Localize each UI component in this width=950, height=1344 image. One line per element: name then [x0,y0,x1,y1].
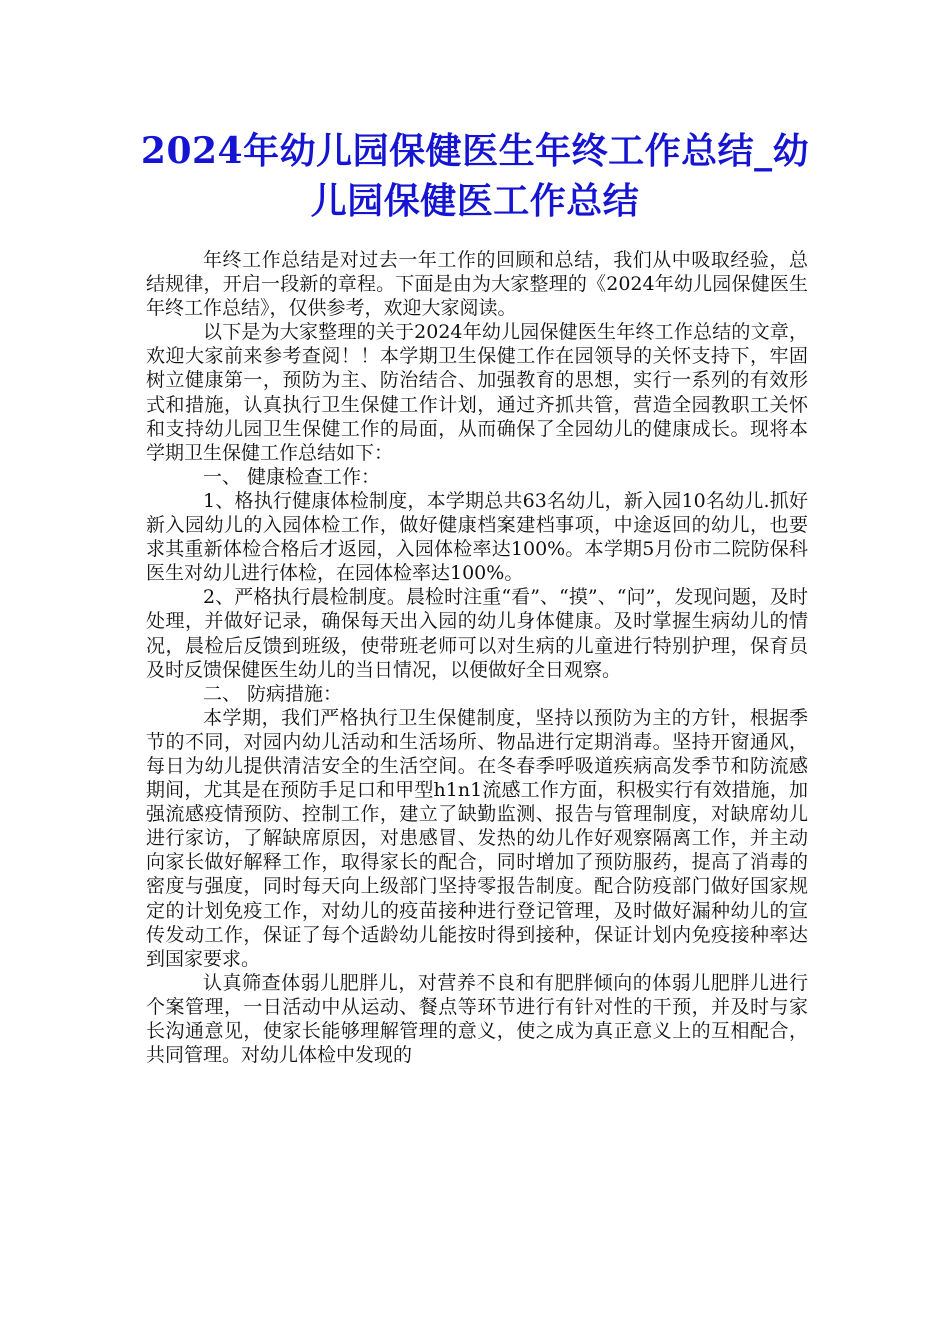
section-heading-health-check: 一、 健康检查工作： [203,465,381,488]
paragraph-overview: 以下是为大家整理的关于2024年幼儿园保健医生年终工作总结的文章，欢迎大家前来参考查阅！！本学期卫生保健工作在园领导的关怀支持下，牢固树立健康第一，预防为主、防治结合、加强教育的思想，实行一系列的有效形式和措施，认真执行卫生保健工作计划，通过齐抓共管，营造全园教职工关怀和支持幼儿园卫生保健工作的局面，从而确保了全园幼儿的健康成长。现将本学期卫生保健工作总结如下： [146,321,808,464]
section-heading-prevention: 二、 防病措施： [203,682,343,705]
document-title: 2024年幼儿园保健医生年终工作总结_幼儿园保健医工作总结 [140,130,810,222]
document-body [146,248,808,1067]
paragraph-health-check-1: 1、格执行健康体检制度，本学期总共63名幼儿，新入园10名幼儿.抓好新入园幼儿的入园体检工作，做好健康档案建档事项，中途返回的幼儿，也要求其重新体检合格后才返园，入园体检率达100%。本学期5月份市二院防保科医生对幼儿进行体检，在园体检率达100%。 [146,489,808,585]
paragraph-health-check-2: 2、严格执行晨检制度。晨检时注重“看”、“摸”、“问”，发现问题，及时处理，并做好记录，确保每天出入园的幼儿身体健康。及时掌握生病幼儿的情况，晨检后反馈到班级，使带班老师可以对生病的儿童进行特别护理，保育员及时反馈保健医生幼儿的当日情况，以便做好全日观察。 [146,586,808,681]
paragraph-weak-obese-children: 认真筛查体弱儿肥胖儿，对营养不良和有肥胖倾向的体弱儿肥胖儿进行个案管理，一日活动中从运动、餐点等环节进行有针对性的干预，并及时与家长沟通意见，使家长能够理解管理的意义，使之成为真正意义上的互相配合，共同管理。对幼儿体检中发现的 [146,971,808,1067]
paragraph-intro: 年终工作总结是对过去一年工作的回顾和总结，我们从中吸取经验，总结规律，开启一段新的章程。下面是由为大家整理的《2024年幼儿园保健医生年终工作总结》，仅供参考，欢迎大家阅读。 [146,249,808,320]
paragraph-prevention: 本学期，我们严格执行卫生保健制度，坚持以预防为主的方针，根据季节的不同，对园内幼儿活动和生活场所、物品进行定期消毒。坚持开窗通风，每日为幼儿提供清洁安全的生活空间。在冬春季呼吸道疾病高发季节和防流感期间，尤其是在预防手足口和甲型h1n1流感工作方面，积极实行有效措施，加强流感疫情预防、控制工作，建立了缺勤监测、报告与管理制度，对缺席幼儿进行家访，了解缺席原因，对患感冒、发热的幼儿作好观察隔离工作，并主动向家长做好解释工作，取得家长的配合，同时增加了预防服药，提高了消毒的密度与强度，同时每天向上级部门坚持零报告制度。配合防疫部门做好国家规定的计划免疫工作，对幼儿的疫苗接种进行登记管理，及时做好漏种幼儿的宣传发动工作，保证了每个适龄幼儿能按时得到接种，保证计划内免疫接种率达到国家要求。 [146,706,808,970]
